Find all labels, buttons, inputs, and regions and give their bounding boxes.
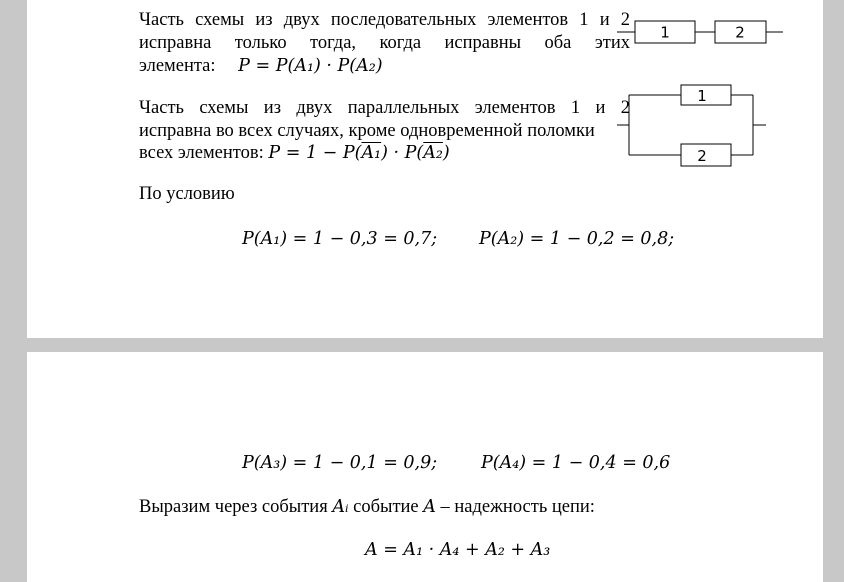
express-prefix: Выразим через события xyxy=(139,497,328,517)
parallel-description-line-1: Часть схемы из двух параллельных элементов 1 и 2 xyxy=(139,98,630,118)
express-ai: Aᵢ xyxy=(332,497,349,517)
series-element-1-label: 1 xyxy=(660,23,670,42)
condition-label: По условию xyxy=(139,184,235,204)
series-label: элемента: xyxy=(139,56,216,76)
document-page-2 xyxy=(27,352,823,582)
parallel-label: всех элементов: xyxy=(139,143,264,163)
series-element-2-label: 2 xyxy=(735,23,745,42)
equation-p-a4: P(A₄) = 1 − 0,4 = 0,6 xyxy=(481,453,671,473)
series-formula: P = P(A₁) · P(A₂) xyxy=(238,56,383,76)
express-suffix: – надежность цепи: xyxy=(440,497,595,517)
express-middle: событие xyxy=(353,497,419,517)
parallel-element-1-label: 1 xyxy=(697,87,707,105)
series-description-line-3 xyxy=(139,55,383,77)
parallel-description-line-3 xyxy=(139,142,450,164)
document-page-1 xyxy=(27,0,823,338)
equation-p-a2: P(A₂) = 1 − 0,2 = 0,8; xyxy=(479,229,675,249)
express-sentence xyxy=(139,496,595,518)
parallel-element-2-label: 2 xyxy=(697,147,707,165)
series-circuit-diagram xyxy=(598,18,788,48)
series-description-line-2: исправна только тогда, когда исправны оба этих xyxy=(139,33,630,53)
final-formula: A = A₁ · A₄ + A₂ + A₃ xyxy=(365,540,551,560)
series-description-line-1: Часть схемы из двух последовательных элементов 1 и 2 xyxy=(139,10,630,30)
parallel-circuit-diagram xyxy=(598,80,788,170)
express-a: A xyxy=(423,497,436,517)
equation-p-a3: P(A₃) = 1 − 0,1 = 0,9; xyxy=(242,453,438,473)
equation-p-a1: P(A₁) = 1 − 0,3 = 0,7; xyxy=(242,229,438,249)
parallel-description-line-2: исправна во всех случаях, кроме одновременной поломки xyxy=(139,121,595,141)
parallel-formula: P = 1 − P(A₁) · P(A₂) xyxy=(268,143,450,163)
